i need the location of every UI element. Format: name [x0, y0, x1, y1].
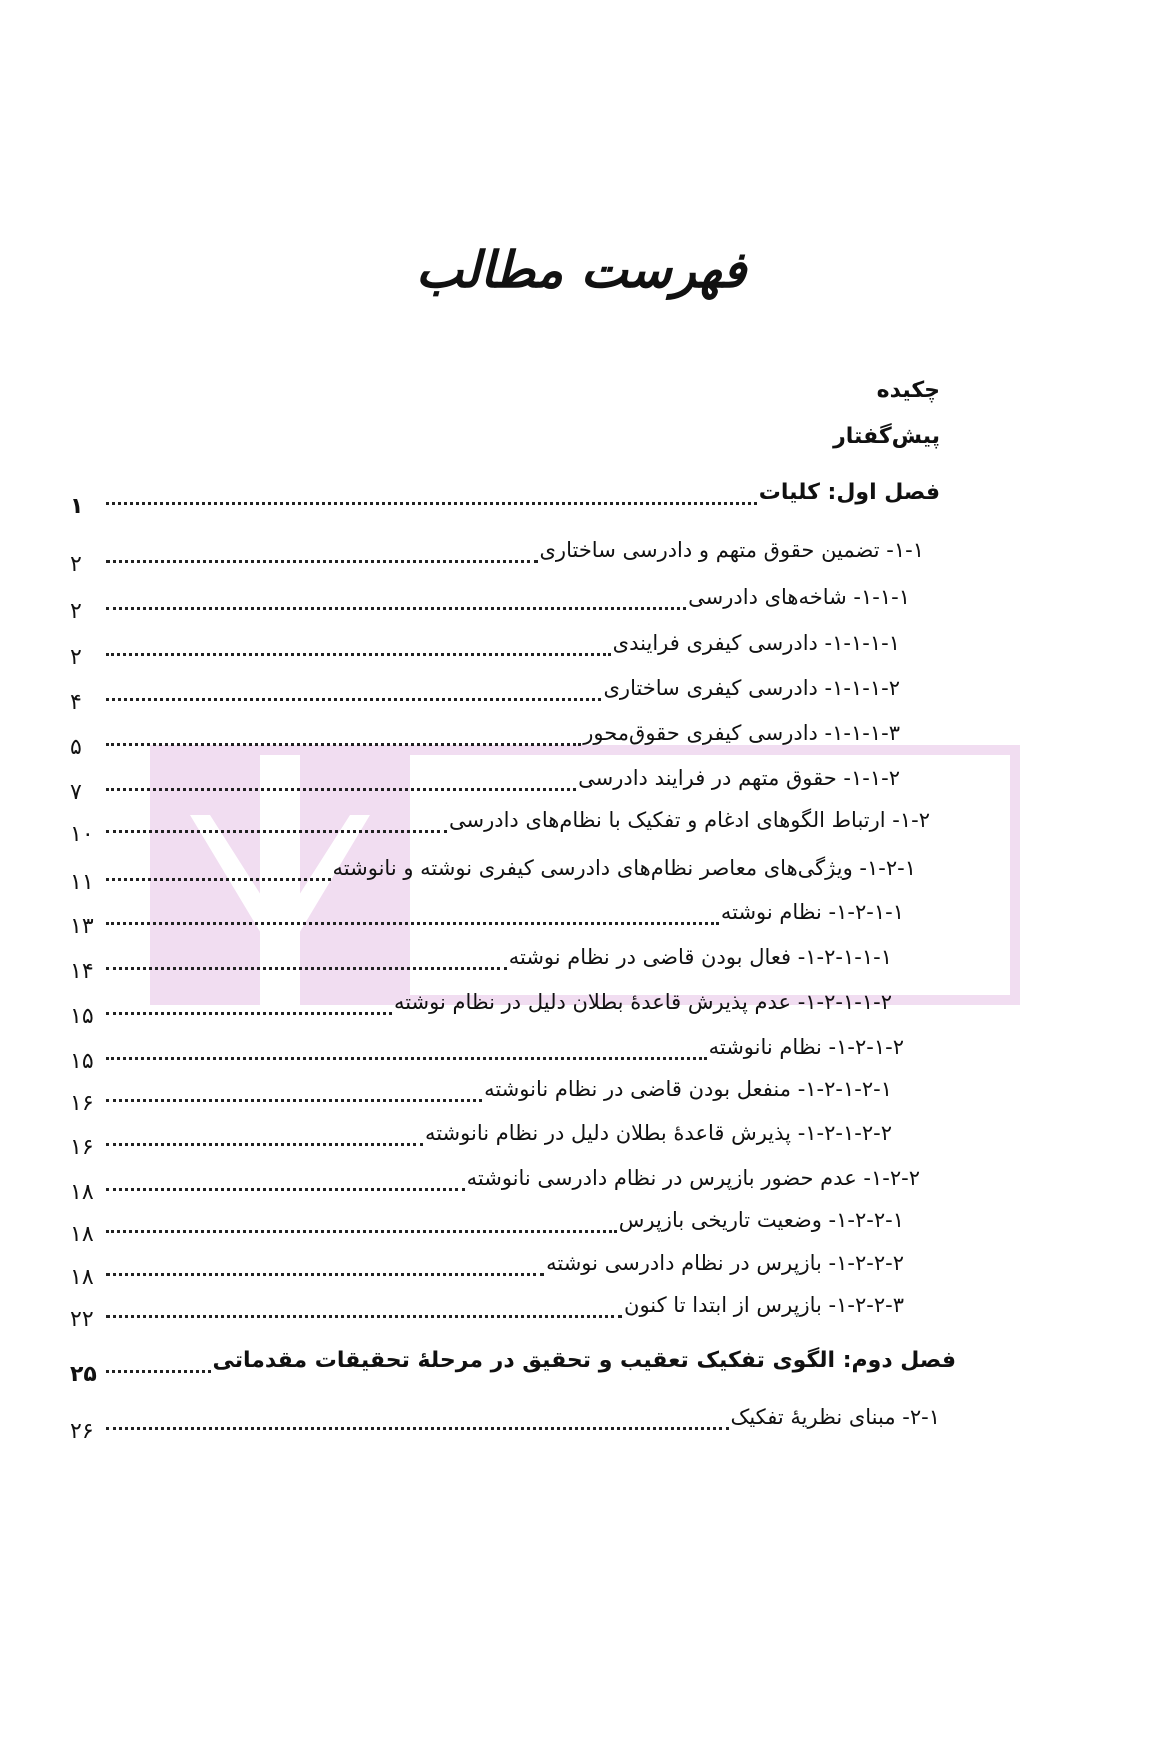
toc-entry-title: ۱-۱-۱-۲- دادرسی کیفری ساختاری [603, 676, 900, 700]
dot-leader [106, 766, 576, 791]
toc-entry-title: ۱-۲-۲-۱- وضعیت تاریخی بازپرس [618, 1208, 904, 1232]
toc-entry-page: ۴ [70, 690, 82, 715]
toc-entry-page: ۲۶ [70, 1419, 94, 1444]
toc-entry-title: ۱-۲-۱-۲- نظام نانوشته [708, 1035, 904, 1059]
toc-entry-page: ۱۶ [70, 1091, 94, 1116]
toc-entry-page: ۱۸ [70, 1265, 94, 1290]
toc-entry-page: ۲ [70, 645, 82, 670]
dot-leader [106, 480, 757, 505]
toc-entry-page: ۱۸ [70, 1180, 94, 1205]
toc-entry[interactable] [70, 1348, 956, 1388]
toc-entry[interactable] [70, 676, 900, 716]
toc-entry-page: ۱۵ [70, 1049, 94, 1074]
dot-leader [106, 721, 581, 746]
dot-leader [106, 1251, 544, 1276]
toc-entry-title: ۱-۲-۱-۱-۲- عدم پذیرش قاعدهٔ بطلان دلیل در نظام نوشته [393, 990, 892, 1014]
toc-entry[interactable] [70, 1121, 892, 1161]
dot-leader [106, 1121, 423, 1146]
toc-entry-page: ۵ [70, 735, 82, 760]
dot-leader [106, 808, 447, 833]
toc-entry-title: ۱-۲-۱-۲-۲- پذیرش قاعدهٔ بطلان دلیل در نظام نانوشته [424, 1121, 892, 1145]
toc-entry-title: ۱-۱-۱-۱- دادرسی کیفری فرایندی [612, 631, 900, 655]
dot-leader [106, 856, 331, 881]
dot-leader [106, 538, 538, 563]
toc-entry-title: ۱-۱-۱-۳- دادرسی کیفری حقوق‌محور [583, 721, 900, 745]
toc-entry[interactable] [70, 856, 916, 896]
toc-entry-title: ۱-۱-۲- حقوق متهم در فرایند دادرسی [578, 766, 900, 790]
dot-leader [106, 1077, 482, 1102]
toc-entry[interactable] [70, 1208, 904, 1248]
toc-entry[interactable] [70, 808, 930, 848]
dot-leader [106, 1035, 707, 1060]
toc-entry[interactable] [70, 721, 900, 761]
toc-entry[interactable] [70, 1293, 904, 1333]
toc-entry-title: ۱-۲-۲-۲- بازپرس در نظام دادرسی نوشته [546, 1251, 904, 1275]
toc-entry-title: ۱-۱- تضمین حقوق متهم و دادرسی ساختاری [539, 538, 924, 562]
dot-leader [106, 1293, 622, 1318]
dot-leader [106, 631, 611, 656]
dot-leader [106, 1208, 617, 1233]
toc-entry[interactable] [70, 1077, 892, 1117]
toc-entry[interactable] [70, 945, 892, 985]
toc-entry-title: ۱-۲-۱-۱- نظام نوشته [720, 900, 904, 924]
toc-entry-title: ۱-۲- ارتباط الگوهای ادغام و تفکیک با نظام‌های دادرسی [449, 808, 930, 832]
toc-entry[interactable] [70, 585, 910, 625]
toc-entry-page: ۲۵ [70, 1362, 97, 1387]
toc-preface[interactable]: پیش‌گفتار [833, 424, 940, 449]
dot-leader [106, 1348, 211, 1373]
toc-entry[interactable] [70, 766, 900, 806]
toc-entry-page: ۱۱ [70, 870, 94, 895]
toc-entry-page: ۱۸ [70, 1222, 94, 1247]
toc-entry-title: ۱-۲-۱- ویژگی‌های معاصر نظام‌های دادرسی کیفری نوشته و نانوشته [332, 856, 916, 880]
dot-leader [106, 900, 719, 925]
toc-entry-page: ۷ [70, 780, 82, 805]
toc-entry[interactable] [70, 1166, 920, 1206]
toc-entry[interactable] [70, 900, 904, 940]
toc-abstract[interactable]: چکیده [876, 378, 940, 403]
dot-leader [106, 676, 601, 701]
toc-entry-title: فصل اول: کلیات [758, 480, 940, 505]
toc-entry-title: فصل دوم: الگوی تفکیک تعقیب و تحقیق در مرحلهٔ تحقیقات مقدماتی [212, 1348, 956, 1373]
toc-entry[interactable] [70, 990, 892, 1030]
toc-entry-page: ۲ [70, 552, 82, 577]
toc-entry-title: ۱-۲-۱-۲-۱- منفعل بودن قاضی در نظام نانوشته [484, 1077, 892, 1101]
toc-entry[interactable] [70, 538, 924, 578]
toc-entry-page: ۲۲ [70, 1307, 94, 1332]
toc-entry[interactable] [70, 1405, 940, 1445]
toc-entry-title: ۱-۲-۲- عدم حضور بازپرس در نظام دادرسی نانوشته [466, 1166, 920, 1190]
dot-leader [106, 1405, 729, 1430]
page-title: فهرست مطالب [415, 240, 747, 299]
toc-entry-title: ۱-۱-۱- شاخه‌های دادرسی [688, 585, 910, 609]
toc-entry[interactable] [70, 1251, 904, 1291]
dot-leader [106, 1166, 465, 1191]
toc-entry[interactable] [70, 480, 940, 520]
toc-entry-page: ۱۵ [70, 1004, 94, 1029]
toc-entry-page: ۱۳ [70, 914, 94, 939]
dot-leader [106, 990, 392, 1015]
toc-entry-title: ۲-۱- مبنای نظریهٔ تفکیک [730, 1405, 940, 1429]
toc-entry-title: ۱-۲-۱-۱-۱- فعال بودن قاضی در نظام نوشته [508, 945, 892, 969]
dot-leader [106, 585, 686, 610]
toc-entry[interactable] [70, 1035, 904, 1075]
toc-entry-page: ۲ [70, 599, 82, 624]
toc-entry-page: ۱ [70, 494, 84, 519]
toc-entry-page: ۱۴ [70, 959, 94, 984]
dot-leader [106, 945, 507, 970]
toc-entry-title: ۱-۲-۲-۳- بازپرس از ابتدا تا کنون [624, 1293, 904, 1317]
toc-entry-page: ۱۶ [70, 1135, 94, 1160]
toc-entry[interactable] [70, 631, 900, 671]
toc-entry-page: ۱۰ [70, 822, 94, 847]
